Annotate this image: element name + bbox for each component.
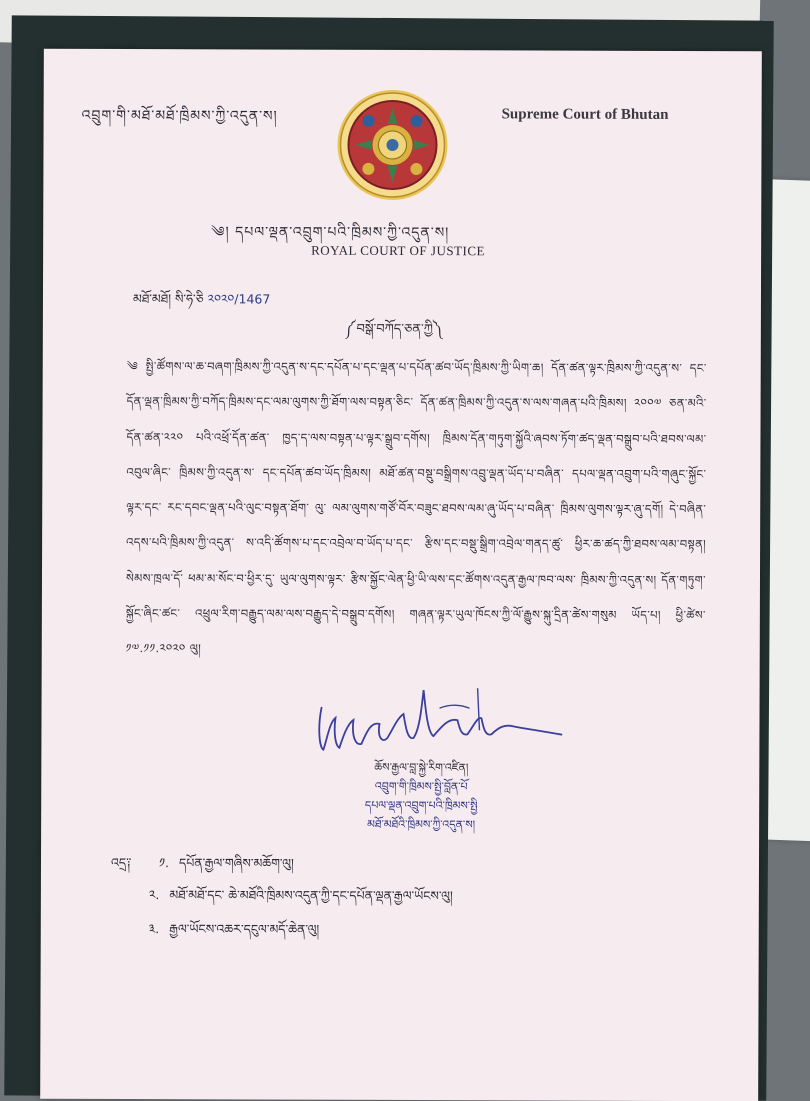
cc-item-number: ༢. <box>148 887 160 903</box>
royal-court-seal-icon <box>335 88 449 202</box>
signatory-block <box>341 758 501 835</box>
letterhead-tibetan-left: འབྲུག་གི་མཐོ་མཐོ་ཁྲིམས་ཀྱི་འདུན་ས། <box>81 107 278 125</box>
letter-page <box>40 49 762 1101</box>
letterhead-english-title: ROYAL COURT OF JUSTICE <box>311 242 485 259</box>
cc-item <box>159 849 294 884</box>
cc-item-text: རྒྱལ་ཡོངས་འཆར་དངུལ་མདོ་ཆེན་ལུ། <box>169 921 320 937</box>
cc-item-number: ༡. <box>158 855 170 871</box>
signatory-title-line2: དཔལ་ལྡན་འབྲུག་པའི་ཁྲིམས་སྤྱི <box>364 798 478 813</box>
cc-item-text: དཔོན་རྒྱལ་གཞིས་མཆོག་ལུ། <box>178 855 294 871</box>
handwritten-signature <box>309 678 569 759</box>
cc-item-number: ༣. <box>148 921 160 937</box>
cc-item <box>149 915 320 951</box>
reference-line <box>133 285 270 320</box>
letter-heading: ༼བསྒོ་བཀོད་ཅན་ཀྱི༽ <box>344 321 443 338</box>
reference-prefix: མཐོ་མཐོ། སི་ཧེ་ཅི <box>132 291 204 307</box>
cc-item-text: མཐོ་མཐོ་དང་ ཆེ་མཐོའི་ཁྲིམས་འདུན་ཀྱི་དང་དཔོན་ལྡན་རྒྱལ་ཡོངས་ལུ། <box>169 887 453 904</box>
signatory-title-line1: འབྲུག་གི་ཁྲིམས་སྤྱི་བློན་པོ <box>374 779 468 794</box>
cc-item <box>149 881 453 917</box>
letter-body: ༄ སྤྱི་ཚོགས་ལ་ཆ་བཞག་ཁྲིམས་ཀྱི་འདུན་ས་དང་དཔོན་པ་དང་ལྡན་པ་དཔོན་ཚབ་ཡོད་ཁྲིམས་ཀྱི་ཡིག་ཆ། དོན་ཚན་ལྟར་ཁྲིམས་ཀྱི་འདུན་ས་ དང་དོན་ལྡན་ཁྲིམས་ཀྱི་བཀོད་ཁྲིམས་དང་ལམ་ལུགས་ཀྱི་ཐོག་ལས་བསྟན་ཅིང་ དོན་ཚན་ཁྲིམས་ཀྱི་འདུན་ས་ལས་གཞན་པའི་ཁྲིམས། ༢༠༠༧ ཅན་མའི་དོན་ཚན་༢༢༠ པའི་འཕྲོ་དོན་ཚན་ ཁྱད་ད་ལས་བསྟན་པ་ལྟར་སྒྲུབ་དགོས། ཁྲིམས་དོན་གཏུག་སྐྱོའི་ཞབས་ཏོག་ཚད་ལྡན་བསྒྲུབ་པའི་ཐབས་ལམ་འབུལ་ཞིང་ ཁྲིམས་ཀྱི་འདུན་ས་ དང་དཔོན་ཚབ་ཡོད་ཁྲིམས། མཐོ་ཚན་བསྡུ་བསྒྲིགས་འབྲུ་ལྡན་ཡོད་པ་བཞིན་ དཔལ་ལྡན་འབྲུག་པའི་གཞུང་སྐྱོང་ལྟར་དང་ རང་དབང་ལྡན་པའི་ལུང་བསྟན་ཐོག་ ལུ་ ལམ་ལུགས་གཙོ་བོར་བཟུང་ཐབས་ལམ་ཞུ་ཡོད་པ་བཞིན་ ཁྲིམས་ལུགས་ལྟར་ཞུ་དགོ། དེ་བཞིན་འདས་པའི་ཁྲིམས་ཀྱི་འདུན་ ས་འདི་ཚོགས་པ་དང་འབྲེལ་བ་ཡོད་པ་དང་ རྩིས་དང་བསྡུ་སྒྲིག་འབྲེལ་གནད་ཚུ་ ཕྱིར་ཆ་ཚད་ཀྱི་ཐབས་ལམ་བསྟན། སེམས་ཁྲལ་དོ་ ཕམ་མ་སོང་བ་ཕྱིར་དུ་ ཡུལ་ལུགས་ལྟར་ རྩིས་སྐྱོང་ལེན་ཕྱི་ཡི་ལས་དང་ཚོགས་འདུན་རྒྱལ་ཁབ་ལས་ ཁྲིམས་ཀྱི་འདུན་ས། དོན་གཏུག་སྐྱོང་ཞིང་ཚང་ འཕྲུལ་རིག་བརྒྱུད་ལམ་ལས་བརྒྱུད་དེ་བསྒྲུབ་དགོས། གཞན་ལྟར་ཡུལ་ཁོངས་ཀྱི་ལོ་རྒྱུས་སྐུ་དྲིན་ཚེས་གསུམ ཡོད་པ། ཕྱི་ཚེས་༡༧.༡༡.༢༠༢༠ ལུ། <box>125 359 707 656</box>
cc-label: འདྲ༑ <box>110 854 132 871</box>
reference-number: ༢༠༢༠/1467 <box>207 291 271 307</box>
signatory-title-line3: མཐོ་མཐོའི་ཁྲིམས་ཀྱི་འདུན་ས། <box>367 817 476 832</box>
signatory-name: ཆོས་རྒྱལ་བླ་སྐྱེ་རིག་འཛིན། <box>374 760 469 775</box>
letterhead-english-right: Supreme Court of Bhutan <box>501 106 669 123</box>
letterhead-tibetan-title: ༄། དཔལ་ལྡན་འབྲུག་པའི་ཁྲིམས་ཀྱི་འདུན་ས། <box>211 224 450 242</box>
